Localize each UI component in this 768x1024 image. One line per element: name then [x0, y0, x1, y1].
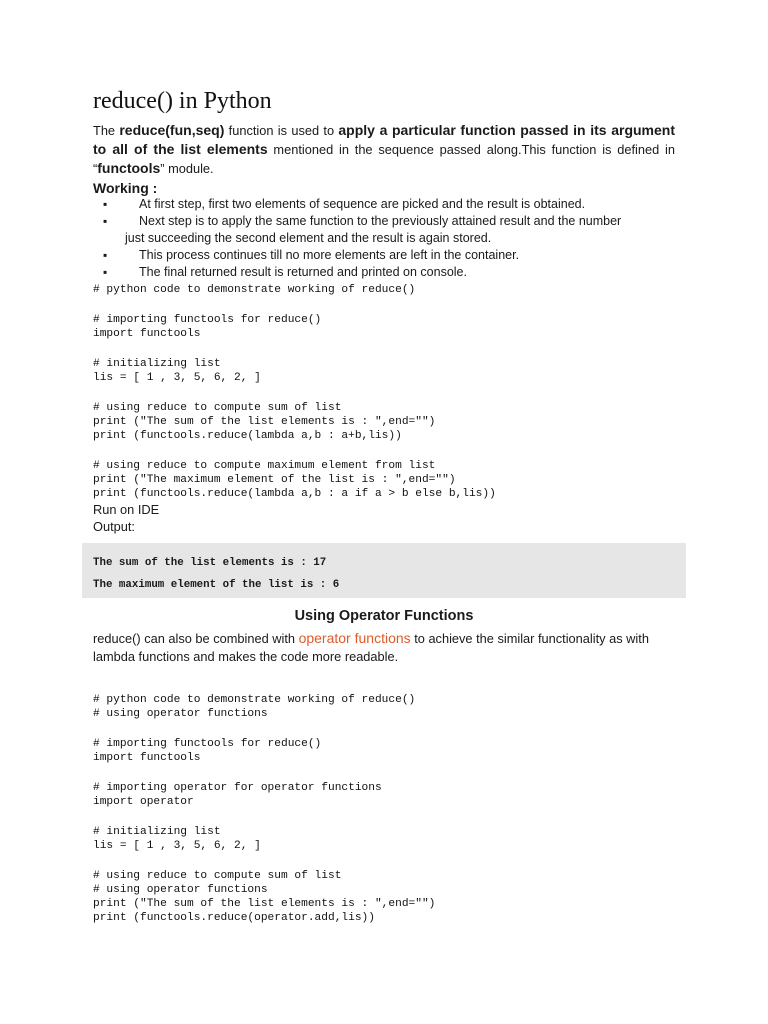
code-line: print ("The sum of the list elements is : ",end="") [93, 416, 436, 428]
intro-paragraph [93, 121, 675, 178]
section-heading: Using Operator Functions [294, 608, 474, 624]
code-block-2 [93, 693, 435, 925]
step-text: This process continues till no more elements are left in the container. [139, 248, 520, 262]
code-line: # using reduce to compute maximum element from list [93, 460, 436, 472]
blank-line [93, 853, 435, 869]
code-line: # initializing list [93, 358, 221, 370]
code-block-1 [93, 283, 675, 501]
blank-line [93, 385, 675, 401]
list-item [93, 196, 675, 213]
code-line: # importing operator for operator functions [93, 782, 382, 794]
list-item [93, 247, 675, 264]
blank-line [93, 443, 675, 459]
code-line: import operator [93, 796, 194, 808]
run-on-ide-link[interactable]: Run on IDE [93, 502, 160, 517]
code-line: print ("The maximum element of the list is : ",end="") [93, 474, 456, 486]
blank-line [93, 809, 435, 825]
operator-section [93, 608, 675, 666]
code-line: # using operator functions [93, 708, 268, 720]
code-line: import functools [93, 328, 201, 340]
code-line: # importing functools for reduce() [93, 738, 322, 750]
code-line: # using reduce to compute sum of list [93, 870, 342, 882]
code-line: lis = [ 1 , 3, 5, 6, 2, ] [93, 372, 261, 384]
intro-bold-purpose: apply a particular function passed in its argument to all of the list elements [93, 122, 675, 157]
intro-bold-module: functools [97, 160, 161, 176]
working-heading: Working : [93, 180, 158, 196]
code-line: # using reduce to compute sum of list [93, 402, 342, 414]
document-body [93, 88, 675, 535]
intro-bold-signature: reduce(fun,seq) [119, 122, 225, 138]
step-text: The final returned result is returned and printed on console. [139, 265, 467, 279]
intro-text: ” module. [160, 161, 214, 176]
code-line: lis = [ 1 , 3, 5, 6, 2, ] [93, 840, 261, 852]
output-box [82, 543, 686, 598]
code-line: print (functools.reduce(lambda a,b : a if a > b else b,lis)) [93, 488, 496, 500]
code-line: # python code to demonstrate working of reduce() [93, 694, 416, 706]
code-line: # python code to demonstrate working of reduce() [93, 284, 416, 296]
output-line: The sum of the list elements is : 17 [93, 557, 327, 569]
steps-list [93, 196, 675, 281]
intro-text: mentioned in the sequence passed along.This function is defined in “ [93, 142, 675, 176]
code-line: print ("The sum of the list elements is : ",end="") [93, 898, 436, 910]
blank-line [93, 341, 675, 357]
output-label: Output: [93, 519, 135, 534]
code-line: print (functools.reduce(lambda a,b : a+b,lis)) [93, 430, 402, 442]
section-description [93, 629, 675, 666]
code-line: # initializing list [93, 826, 221, 838]
code-line: # using operator functions [93, 884, 268, 896]
list-item [93, 213, 675, 247]
page-title: reduce() in Python [93, 88, 272, 114]
code-line: print (functools.reduce(operator.add,lis)) [93, 912, 375, 924]
blank-line [93, 297, 675, 313]
output-line: The maximum element of the list is : 6 [93, 579, 340, 591]
operator-functions-link[interactable]: operator functions [298, 630, 411, 646]
intro-text: The [93, 123, 120, 138]
intro-text: function is used to [224, 123, 339, 138]
blank-line [93, 721, 435, 737]
blank-line [93, 765, 435, 781]
code-line: import functools [93, 752, 201, 764]
step-text: Next step is to apply the same function to the previously attained result and the number [139, 214, 622, 228]
code-line: # importing functools for reduce() [93, 314, 322, 326]
step-text-continuation: just succeeding the second element and the result is again stored. [125, 231, 492, 245]
desc-text: reduce() can also be combined with [93, 631, 299, 646]
list-item [93, 264, 675, 281]
desc-text: to achieve the similar functionality as with lambda functions and makes the code more readable. [93, 631, 649, 664]
step-text: At first step, first two elements of sequence are picked and the result is obtained. [139, 197, 586, 211]
